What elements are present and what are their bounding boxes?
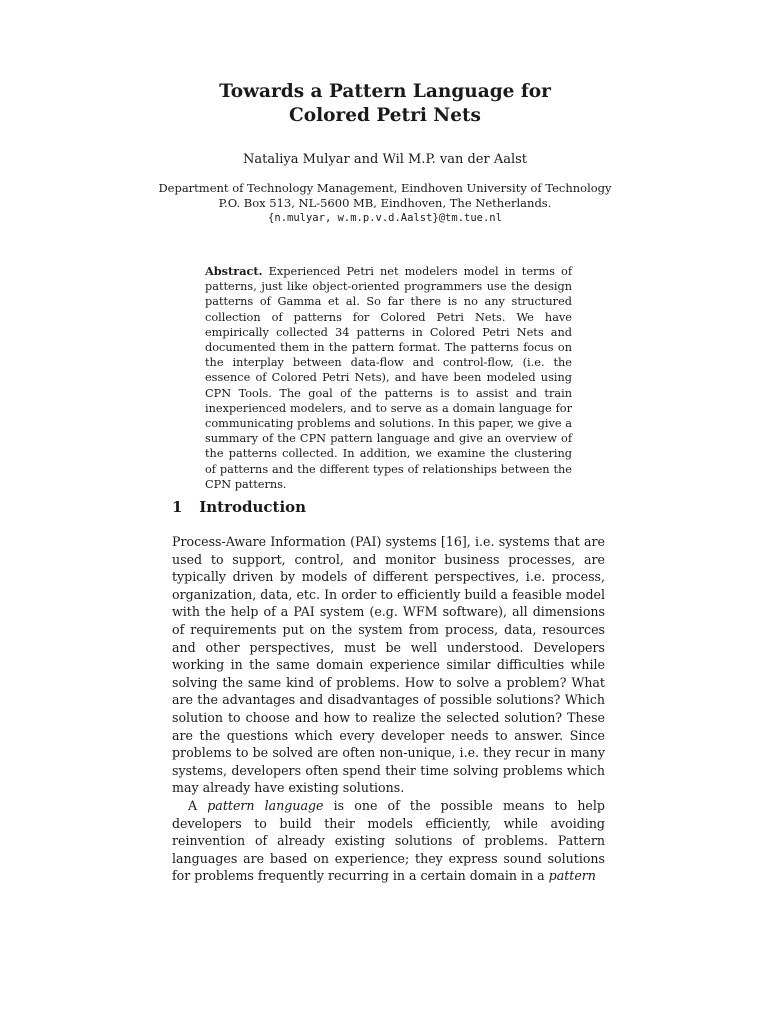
intro-paragraph-1: Process-Aware Information (PAI) systems [16], i.e. systems that are used to support, control, and monitor business processes, are typically driven by models of different perspectives, i.e. process, organization, data, etc. In order to efficiently build a feasible model with the help of a PAI system (e.g. WFM software), all dimensions of requirements put on the system from process, data, resources and other perspectives, must be well understood. Developers working in the same domain experience similar difficulties while solving the same kind of problems. How to solve a problem? What are the advantages and disadvantages of possible solutions? Which solution to choose and how to realize the selected solution? These are the questions which every developer needs to answer. Since problems to be solved are often non-unique, i.e. they recur in many systems, developers often spend their time solving problems which may already have existing solutions.	[172, 534, 605, 796]
author-email: {n.mulyar, w.m.p.v.d.Aalst}@tm.tue.nl	[268, 212, 502, 224]
section-number: 1	[172, 498, 183, 516]
intro-paragraph-2	[172, 797, 605, 885]
intro-p2-emphasis-1: pattern language	[207, 797, 324, 813]
introduction-body	[172, 533, 605, 885]
paper-title	[0, 80, 770, 128]
affiliation-line-2: P.O. Box 513, NL-5600 MB, Eindhoven, The Netherlands.	[218, 196, 552, 210]
abstract-text: Experienced Petri net modelers model in terms of patterns, just like object-oriented programmers use the design patterns of Gamma et al. So far there is no any structured collection of patterns for Colored Petri Nets. We have empirically collected 34 patterns in Colored Petri Nets and documented them in the pattern format. The patterns focus on the interplay between data-flow and control-flow, (i.e. the essence of Colored Petri Nets), and have been modeled using CPN Tools. The goal of the patterns is to assist and train inexperienced modelers, and to serve as a domain language for communicating problems and solutions. In this paper, we give a summary of the CPN pattern language and give an overview of the patterns collected. In addition, we examine the clustering of patterns and the different types of relationships between the CPN patterns.	[205, 265, 573, 491]
affiliation-line-1: Department of Technology Management, Eindhoven University of Technology	[158, 181, 612, 195]
intro-p2-emphasis-2: pattern	[548, 868, 596, 884]
authors: Nataliya Mulyar and Wil M.P. van der Aalst	[242, 152, 528, 167]
abstract-label: Abstract.	[205, 264, 263, 278]
section-heading	[172, 498, 612, 516]
intro-p2-start: A	[188, 797, 198, 813]
section-title: Introduction	[199, 498, 307, 516]
title-line-1: Towards a Pattern Language for	[219, 81, 551, 102]
intro-p2-middle: is one of the possible means to help developers to build their models efficiently, while avoiding reinvention of already existing solutions of problems. Pattern languages are based on experience; they express sound solutions for problems frequently recurring in a certain domain in a	[172, 797, 605, 884]
affiliation	[0, 181, 770, 226]
abstract	[205, 264, 572, 492]
title-line-2: Colored Petri Nets	[289, 105, 481, 126]
